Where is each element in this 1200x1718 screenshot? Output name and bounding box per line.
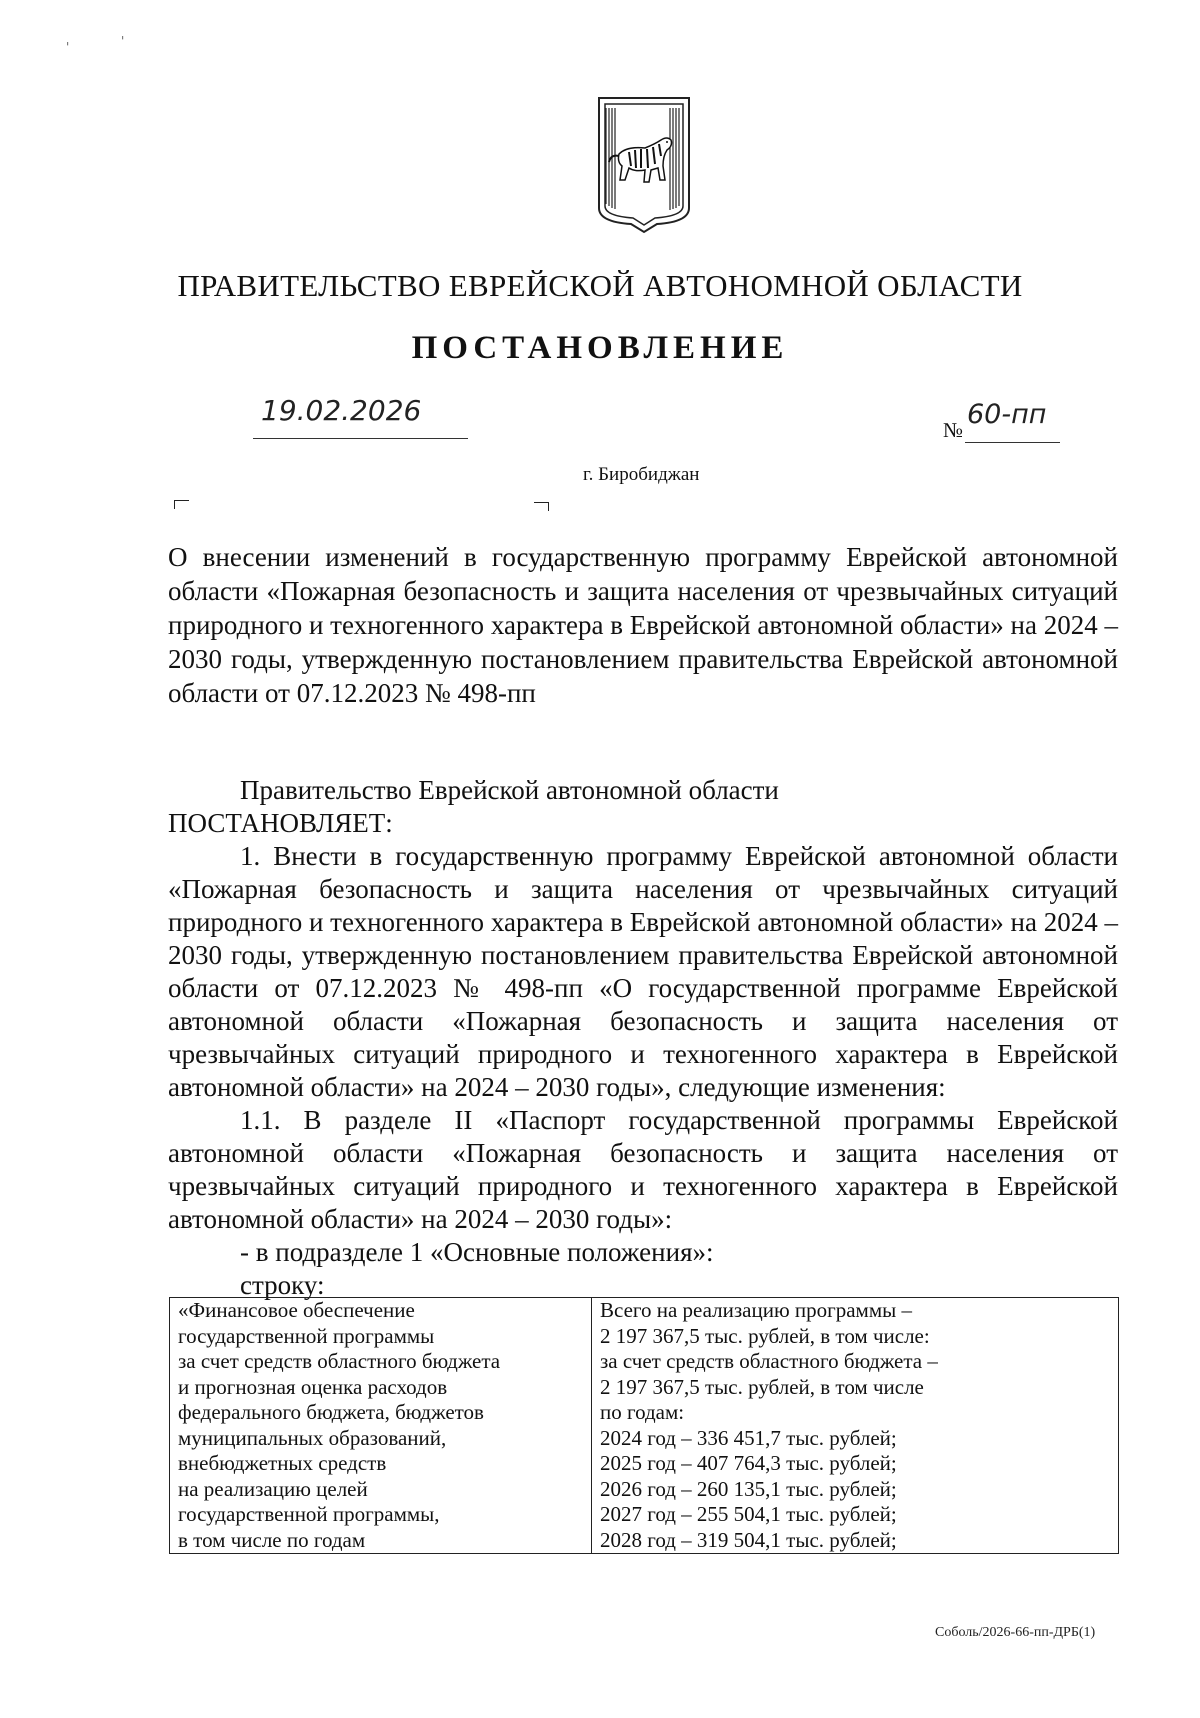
document-type-title: ПОСТАНОВЛЕНИЕ bbox=[411, 330, 789, 366]
right-line: по годам: bbox=[600, 1400, 685, 1424]
left-corner-mark bbox=[174, 500, 189, 509]
city-label: г. Биробиджан bbox=[583, 464, 700, 485]
handwritten-number: 60-пп bbox=[967, 399, 1047, 430]
right-line: за счет средств областного бюджета – bbox=[600, 1349, 938, 1373]
left-line: государственной программы, bbox=[178, 1502, 440, 1526]
left-line: и прогнозная оценка расходов bbox=[178, 1374, 448, 1399]
organization-title: ПРАВИТЕЛЬСТВО ЕВРЕЙСКОЙ АВТОНОМНОЙ ОБЛАСТИ bbox=[177, 268, 1023, 303]
document-body bbox=[168, 774, 1118, 1302]
coat-of-arms-emblem bbox=[597, 96, 691, 234]
left-line: внебюджетных средств bbox=[178, 1451, 387, 1475]
body-row-word: строку: bbox=[240, 1270, 325, 1300]
body-paragraph-1-1: 1.1. В разделе II «Паспорт государственной программы Еврейской автономной области «Пожарная безопасность и защита населения от чрезвычайных ситуаций природного и техногенного характера в Еврейской автономной области» на 2024 – 2030 годы»: bbox=[168, 1105, 1118, 1234]
table-cell-left bbox=[170, 1298, 592, 1554]
right-corner-mark bbox=[534, 502, 549, 511]
left-line: в том числе по годам bbox=[178, 1527, 366, 1552]
number-field bbox=[965, 390, 1060, 443]
body-decree-word: ПОСТАНОВЛЯЕТ: bbox=[168, 808, 393, 838]
date-field bbox=[253, 386, 468, 439]
document-footer-code: Соболь/2026-66-пп-ДРБ(1) bbox=[935, 1625, 1096, 1640]
handwritten-date: 19.02.2026 bbox=[261, 394, 422, 427]
table-cell-right bbox=[592, 1298, 1119, 1554]
body-paragraph-1: 1. Внести в государственную программу Еврейской автономной области «Пожарная безопасность и защита населения от чрезвычайных ситуаций природного и техногенного характера в Еврейской автономной области» на 2024 – 2030 годы, утвержденную постановлением правительства Еврейской автономной области от 07.12.2023 № 498-пп «О государственной программе Еврейской автономной области «Пожарная безопасность и защита населения от чрезвычайных ситуаций природного и техногенного характера в Еврейской автономной области» на 2024 – 2030 годы», следующие изменения: bbox=[168, 841, 1118, 1102]
left-line: на реализацию целей bbox=[178, 1476, 368, 1501]
document-subject: О внесении изменений в государственную программу Еврейской автономной области «Пожарная безопасность и защита населения от чрезвычайных ситуаций природного и техногенного характера в Еврейской автономной области» на 2024 – 2030 годы, утвержденную постановлением правительства Еврейской автономной области от 07.12.2023 № 498-пп bbox=[168, 542, 1118, 708]
right-line: 2028 год – 319 504,1 тыс. рублей; bbox=[600, 1527, 897, 1552]
number-label: № bbox=[943, 418, 964, 442]
left-line: федерального бюджета, бюджетов bbox=[178, 1400, 484, 1424]
left-line: «Финансовое обеспечение bbox=[178, 1298, 415, 1322]
right-line: 2026 год – 260 135,1 тыс. рублей; bbox=[600, 1476, 897, 1501]
right-line: 2024 год – 336 451,7 тыс. рублей; bbox=[600, 1425, 897, 1450]
right-line: 2027 год – 255 504,1 тыс. рублей; bbox=[600, 1502, 897, 1526]
right-line: 2025 год – 407 764,3 тыс. рублей; bbox=[600, 1451, 897, 1475]
right-line: 2 197 367,5 тыс. рублей, в том числе: bbox=[600, 1323, 930, 1348]
body-subsection-line: - в подразделе 1 «Основные положения»: bbox=[240, 1237, 714, 1267]
financing-table bbox=[169, 1297, 1119, 1554]
left-line: за счет средств областного бюджета bbox=[178, 1349, 501, 1373]
right-line: Всего на реализацию программы – bbox=[600, 1298, 912, 1322]
left-line: государственной программы bbox=[178, 1323, 435, 1348]
body-intro-line: Правительство Еврейской автономной области bbox=[240, 775, 779, 805]
table-row bbox=[170, 1298, 1119, 1554]
left-line: муниципальных образований, bbox=[178, 1425, 447, 1450]
scan-speck: ' bbox=[66, 40, 70, 54]
scan-speck: ' bbox=[121, 34, 125, 48]
right-line: 2 197 367,5 тыс. рублей, в том числе bbox=[600, 1374, 924, 1399]
